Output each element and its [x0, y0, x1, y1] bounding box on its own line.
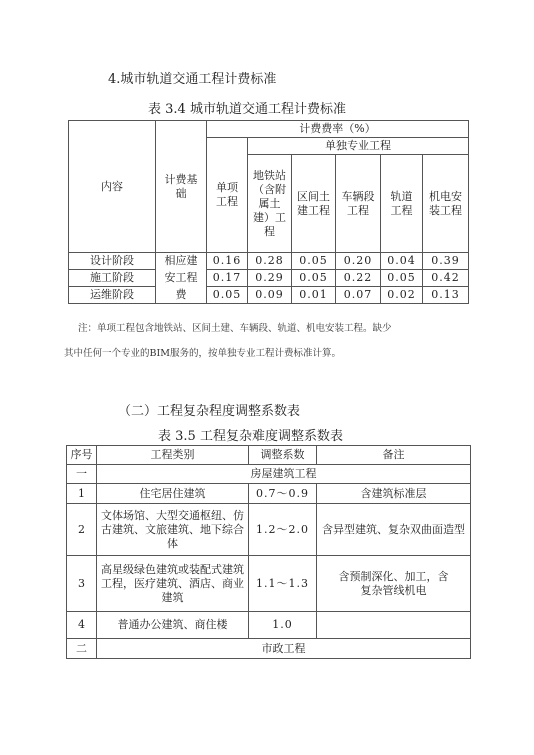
row-no: 3 [67, 556, 97, 612]
col-metro: 地铁站（含附属土建）工程 [248, 155, 292, 253]
row-category: 普通办公建筑、商住楼 [97, 612, 249, 639]
rate-cell: 0.13 [423, 287, 469, 304]
header-no: 序号 [67, 446, 97, 465]
group-title: 房屋建筑工程 [97, 465, 471, 484]
rate-cell: 0.02 [381, 287, 423, 304]
group-title: 市政工程 [97, 639, 471, 659]
rate-cell: 0.20 [336, 253, 381, 270]
row-no: 1 [67, 484, 97, 504]
col-depot: 车辆段工程 [336, 155, 381, 253]
stage-cell: 施工阶段 [69, 270, 156, 287]
row-coef: 0.7～0.9 [249, 484, 317, 504]
rate-cell: 0.01 [292, 287, 336, 304]
rate-cell: 0.29 [248, 270, 292, 287]
row-remark [317, 612, 471, 639]
row-no: 4 [67, 612, 97, 639]
rate-cell: 0.16 [207, 253, 248, 270]
row-coef: 1.0 [249, 612, 317, 639]
group-no: 二 [67, 639, 97, 659]
section-heading: 4.城市轨道交通工程计费标准 [108, 72, 277, 87]
row-coef: 1.1～1.3 [249, 556, 317, 612]
header-remark: 备注 [317, 446, 471, 465]
header-rate: 计费费率（%） [207, 121, 469, 138]
rate-cell: 0.05 [292, 270, 336, 287]
row-coef: 1.2～2.0 [249, 504, 317, 556]
col-section: 区间土建工程 [292, 155, 336, 253]
stage-cell: 运维阶段 [69, 287, 156, 304]
rate-cell: 0.09 [248, 287, 292, 304]
col-single: 单项工程 [207, 138, 248, 253]
rate-cell: 0.17 [207, 270, 248, 287]
note-line-1: 注：单项工程包含地铁站、区间土建、车辆段、轨道、机电安装工程。缺少 [78, 323, 392, 334]
basis-line-3: 费 [156, 287, 207, 304]
rate-cell: 0.07 [336, 287, 381, 304]
row-category: 住宅居住建筑 [97, 484, 249, 504]
rate-cell: 0.05 [207, 287, 248, 304]
header-category: 工程类别 [97, 446, 249, 465]
header-coef: 调整系数 [249, 446, 317, 465]
col-mep: 机电安装工程 [423, 155, 469, 253]
row-no: 2 [67, 504, 97, 556]
rate-cell: 0.05 [292, 253, 336, 270]
basis-line-1: 相应建 [156, 253, 207, 270]
col-track: 轨道工程 [381, 155, 423, 253]
rate-cell: 0.05 [381, 270, 423, 287]
row-category: 高星级绿色建筑或装配式建筑工程，医疗建筑、酒店、商业建筑 [97, 556, 249, 612]
rate-cell: 0.28 [248, 253, 292, 270]
header-basis: 计费基础 [156, 121, 207, 253]
rate-cell: 0.42 [423, 270, 469, 287]
rate-cell: 0.04 [381, 253, 423, 270]
basis-line-2: 安工程 [156, 270, 207, 287]
rate-cell: 0.39 [423, 253, 469, 270]
row-remark: 含异型建筑、复杂双曲面造型 [317, 504, 471, 556]
table2-caption: 表 3.5 工程复杂难度调整系数表 [158, 429, 343, 444]
row-category: 文体场馆、大型交通枢纽、仿古建筑、文旅建筑、地下综合体 [97, 504, 249, 556]
header-separate: 单独专业工程 [248, 138, 469, 155]
subsection-heading: （二）工程复杂程度调整系数表 [118, 404, 301, 419]
row-remark: 含预制深化、加工，含复杂管线机电 [317, 556, 471, 612]
header-content: 内容 [69, 121, 156, 253]
rate-cell: 0.22 [336, 270, 381, 287]
stage-cell: 设计阶段 [69, 253, 156, 270]
complexity-coefficient-table [66, 445, 471, 659]
note-line-2: 其中任何一个专业的BIM服务的，按单独专业工程计费标准计算。 [64, 348, 341, 359]
table1-caption: 表 3.4 城市轨道交通工程计费标准 [148, 102, 346, 117]
row-remark: 含建筑标准层 [317, 484, 471, 504]
group-no: 一 [67, 465, 97, 484]
billing-standard-table [68, 120, 469, 304]
